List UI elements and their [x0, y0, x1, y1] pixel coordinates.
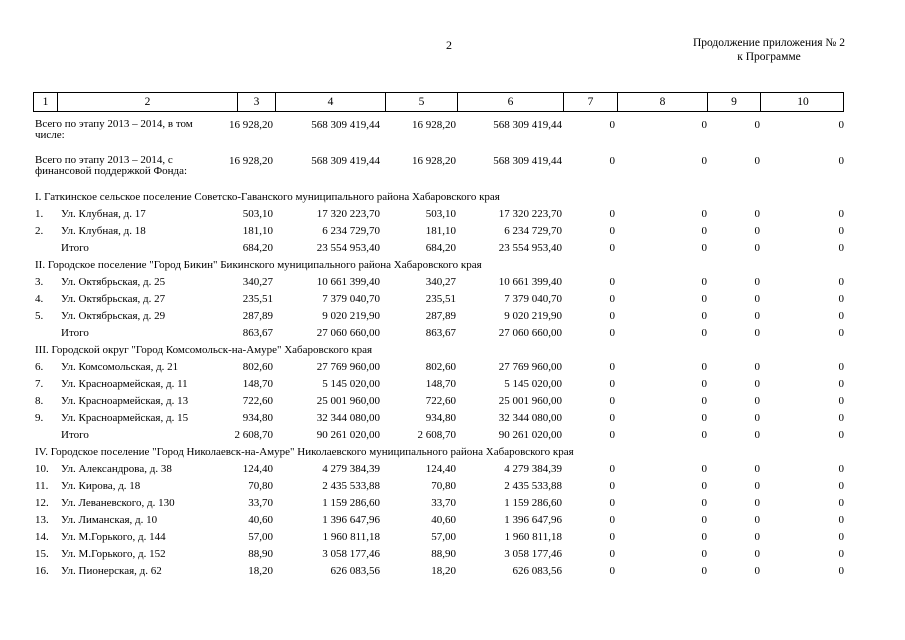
cell-9: 0: [754, 119, 760, 131]
cell-4: 5 145 020,00: [322, 378, 380, 390]
cell-4: 7 379 040,70: [322, 293, 380, 305]
header-cell-6: 6: [458, 93, 564, 111]
cell-3: 863,67: [242, 327, 273, 339]
cell-9: 0: [754, 361, 760, 373]
cell-3: 40,60: [248, 514, 273, 526]
cell-7: 0: [609, 429, 615, 441]
cell-10: 0: [838, 412, 844, 424]
cell-10: 0: [838, 531, 844, 543]
cell-4: 32 344 080,00: [316, 412, 380, 424]
table-row: [33, 359, 844, 376]
address-name: Ул. Октябрьская, д. 25: [61, 276, 166, 288]
cell-9: 0: [754, 225, 760, 237]
table-row: [33, 291, 844, 308]
cell-7: 0: [609, 225, 615, 237]
cell-7: 0: [609, 310, 615, 322]
cell-4: 9 020 219,90: [322, 310, 380, 322]
summary-label: Всего по этапу 2013 – 2014, в том числе:: [35, 118, 193, 141]
cell-5: 863,67: [425, 327, 456, 339]
cell-8: 0: [701, 429, 707, 441]
cell-5: 2 608,70: [417, 429, 456, 441]
cell-4: 27 060 660,00: [316, 327, 380, 339]
cell-7: 0: [609, 208, 615, 220]
appendix-title-line: к Программе: [737, 51, 801, 63]
cell-3: 287,89: [242, 310, 273, 322]
cell-8: 0: [701, 208, 707, 220]
cell-7: 0: [609, 155, 615, 167]
cell-3: 722,60: [242, 395, 273, 407]
cell-8: 0: [701, 514, 707, 526]
cell-9: 0: [754, 208, 760, 220]
table-row: [33, 308, 844, 325]
cell-8: 0: [701, 497, 707, 509]
cell-9: 0: [754, 565, 760, 577]
cell-8: 0: [701, 412, 707, 424]
cell-3: 2 608,70: [234, 429, 273, 441]
cell-5: 235,51: [425, 293, 456, 305]
section-header: [33, 189, 844, 206]
cell-4: 27 769 960,00: [316, 361, 380, 373]
subtotal-row: [33, 427, 844, 444]
row-number: 11.: [35, 480, 49, 492]
address-name: Ул. Красноармейская, д. 15: [61, 412, 189, 424]
cell-9: 0: [754, 155, 760, 167]
cell-6: 90 261 020,00: [498, 429, 562, 441]
cell-10: 0: [838, 276, 844, 288]
cell-3: 684,20: [242, 242, 273, 254]
cell-6: 1 396 647,96: [504, 514, 562, 526]
cell-10: 0: [838, 327, 844, 339]
cell-7: 0: [609, 276, 615, 288]
cell-6: 568 309 419,44: [493, 119, 562, 131]
cell-3: 340,27: [242, 276, 273, 288]
cell-9: 0: [754, 276, 760, 288]
appendix-title: [669, 36, 869, 64]
cell-10: 0: [838, 514, 844, 526]
cell-9: 0: [754, 242, 760, 254]
cell-10: 0: [838, 497, 844, 509]
cell-3: 33,70: [248, 497, 273, 509]
cell-10: 0: [838, 155, 844, 167]
cell-9: 0: [754, 429, 760, 441]
address-name: Ул. Кирова, д. 18: [61, 480, 141, 492]
cell-9: 0: [754, 378, 760, 390]
header-cell-1: 1: [34, 93, 58, 111]
subtotal-row: [33, 240, 844, 257]
cell-4: 25 001 960,00: [316, 395, 380, 407]
row-number: 16.: [35, 565, 49, 577]
cell-10: 0: [838, 293, 844, 305]
cell-7: 0: [609, 480, 615, 492]
cell-7: 0: [609, 565, 615, 577]
cell-4: 17 320 223,70: [316, 208, 380, 220]
table-row: [33, 393, 844, 410]
cell-10: 0: [838, 565, 844, 577]
row-number: 5.: [35, 310, 44, 322]
cell-9: 0: [754, 548, 760, 560]
subtotal-row: [33, 325, 844, 342]
table-row: [33, 529, 844, 546]
address-name: Итого: [61, 429, 89, 441]
cell-6: 9 020 219,90: [504, 310, 562, 322]
cell-7: 0: [609, 361, 615, 373]
section-title: II. Городское поселение "Город Бикин" Бикинского муниципального района Хабаровского края: [35, 259, 482, 271]
cell-10: 0: [838, 378, 844, 390]
cell-9: 0: [754, 480, 760, 492]
cell-5: 934,80: [425, 412, 456, 424]
cell-5: 124,40: [425, 463, 456, 475]
cell-3: 70,80: [248, 480, 273, 492]
summary-label: Всего по этапу 2013 – 2014, с финансовой поддержкой Фонда:: [35, 154, 188, 177]
cell-8: 0: [701, 276, 707, 288]
address-name: Итого: [61, 242, 89, 254]
cell-5: 802,60: [425, 361, 456, 373]
cell-4: 3 058 177,46: [322, 548, 380, 560]
cell-7: 0: [609, 119, 615, 131]
address-name: Ул. Клубная, д. 17: [61, 208, 146, 220]
appendix-title-line: Продолжение приложения № 2: [692, 37, 846, 49]
cell-8: 0: [701, 119, 707, 131]
cell-6: 10 661 399,40: [498, 276, 562, 288]
cell-9: 0: [754, 412, 760, 424]
cell-5: 18,20: [431, 565, 456, 577]
section-header: [33, 444, 844, 461]
address-name: Ул. М.Горького, д. 152: [61, 548, 166, 560]
cell-7: 0: [609, 327, 615, 339]
section-title: III. Городской округ "Город Комсомольск-на-Амуре" Хабаровского края: [35, 344, 373, 356]
cell-9: 0: [754, 310, 760, 322]
cell-9: 0: [754, 514, 760, 526]
cell-10: 0: [838, 480, 844, 492]
cell-10: 0: [838, 225, 844, 237]
cell-7: 0: [609, 412, 615, 424]
cell-6: 17 320 223,70: [498, 208, 562, 220]
cell-8: 0: [701, 155, 707, 167]
cell-6: 626 083,56: [512, 565, 562, 577]
cell-7: 0: [609, 395, 615, 407]
page-number: 2: [446, 38, 452, 52]
table-row: [33, 563, 844, 580]
cell-6: 7 379 040,70: [504, 293, 562, 305]
cell-7: 0: [609, 497, 615, 509]
address-name: Ул. Лиманская, д. 10: [61, 514, 158, 526]
cell-8: 0: [701, 225, 707, 237]
row-number: 13.: [35, 514, 49, 526]
cell-6: 4 279 384,39: [504, 463, 562, 475]
section-header: [33, 257, 844, 274]
cell-7: 0: [609, 514, 615, 526]
table-row: [33, 546, 844, 563]
cell-5: 340,27: [425, 276, 456, 288]
cell-6: 25 001 960,00: [498, 395, 562, 407]
cell-3: 16 928,20: [229, 119, 273, 131]
cell-8: 0: [701, 361, 707, 373]
cell-10: 0: [838, 429, 844, 441]
row-number: 15.: [35, 548, 49, 560]
cell-6: 3 058 177,46: [504, 548, 562, 560]
cell-5: 503,10: [425, 208, 456, 220]
header-cell-5: 5: [386, 93, 458, 111]
cell-8: 0: [701, 531, 707, 543]
header-cell-10: 10: [797, 96, 809, 108]
cell-6: 2 435 533,88: [504, 480, 562, 492]
cell-6: 32 344 080,00: [498, 412, 562, 424]
table-row: [33, 376, 844, 393]
row-number: 3.: [35, 276, 44, 288]
cell-8: 0: [701, 310, 707, 322]
row-number: 4.: [35, 293, 44, 305]
row-number: 8.: [35, 395, 44, 407]
cell-7: 0: [609, 242, 615, 254]
row-number: 12.: [35, 497, 49, 509]
row-number: 10.: [35, 463, 49, 475]
cell-10: 0: [838, 361, 844, 373]
cell-10: 0: [838, 208, 844, 220]
cell-8: 0: [701, 548, 707, 560]
header-cell-9: 9: [708, 93, 761, 111]
cell-4: 90 261 020,00: [316, 429, 380, 441]
address-name: Ул. Красноармейская, д. 11: [61, 378, 188, 390]
cell-5: 722,60: [425, 395, 456, 407]
cell-5: 16 928,20: [412, 119, 456, 131]
cell-5: 181,10: [425, 225, 456, 237]
cell-9: 0: [754, 327, 760, 339]
cell-8: 0: [701, 480, 707, 492]
cell-10: 0: [838, 242, 844, 254]
cell-9: 0: [754, 497, 760, 509]
cell-5: 33,70: [431, 497, 456, 509]
cell-7: 0: [609, 531, 615, 543]
cell-3: 57,00: [248, 531, 273, 543]
cell-5: 287,89: [425, 310, 456, 322]
section-title: IV. Городское поселение "Город Николаевск-на-Амуре" Николаевского муниципального района Хабаровского края: [35, 446, 574, 458]
address-name: Ул. Пионерская, д. 62: [61, 565, 162, 577]
address-name: Ул. Леваневского, д. 130: [61, 497, 175, 509]
cell-5: 684,20: [425, 242, 456, 254]
table-row: [33, 461, 844, 478]
header-cell-3: 3: [238, 93, 276, 111]
cell-6: 27 060 660,00: [498, 327, 562, 339]
address-name: Ул. Комсомольская, д. 21: [61, 361, 179, 373]
cell-9: 0: [754, 293, 760, 305]
cell-6: 568 309 419,44: [493, 155, 562, 167]
header-cell-7: 7: [564, 93, 618, 111]
cell-10: 0: [838, 548, 844, 560]
cell-3: 934,80: [242, 412, 273, 424]
row-number: 7.: [35, 378, 44, 390]
cell-5: 16 928,20: [412, 155, 456, 167]
header-cell-4: 4: [276, 93, 386, 111]
cell-4: 6 234 729,70: [322, 225, 380, 237]
row-number: 2.: [35, 225, 44, 237]
cell-6: 5 145 020,00: [504, 378, 562, 390]
cell-8: 0: [701, 327, 707, 339]
address-name: Ул. Александрова, д. 38: [61, 463, 172, 475]
address-name: Ул. Октябрьская, д. 29: [61, 310, 166, 322]
cell-4: 568 309 419,44: [311, 155, 380, 167]
cell-4: 1 396 647,96: [322, 514, 380, 526]
header-cell-2: 2: [58, 93, 238, 111]
cell-10: 0: [838, 463, 844, 475]
cell-8: 0: [701, 242, 707, 254]
section-title: I. Гаткинское сельское поселение Советско-Гаванского муниципального района Хабаровского края: [35, 191, 500, 203]
summary-row: [33, 117, 844, 153]
table-row: [33, 274, 844, 291]
cell-4: 2 435 533,88: [322, 480, 380, 492]
cell-3: 124,40: [242, 463, 273, 475]
table-row: [33, 478, 844, 495]
row-number: 9.: [35, 412, 44, 424]
address-name: Ул. Октябрьская, д. 27: [61, 293, 166, 305]
cell-6: 6 234 729,70: [504, 225, 562, 237]
cell-10: 0: [838, 119, 844, 131]
table-row: [33, 512, 844, 529]
table-header-row: [33, 92, 844, 112]
cell-3: 503,10: [242, 208, 273, 220]
table-row: [33, 495, 844, 512]
cell-9: 0: [754, 395, 760, 407]
cell-3: 235,51: [242, 293, 273, 305]
row-number: 14.: [35, 531, 49, 543]
cell-8: 0: [701, 565, 707, 577]
address-name: Ул. Красноармейская, д. 13: [61, 395, 189, 407]
cell-7: 0: [609, 378, 615, 390]
cell-3: 88,90: [248, 548, 273, 560]
table-row: [33, 410, 844, 427]
cell-4: 626 083,56: [330, 565, 380, 577]
cell-10: 0: [838, 310, 844, 322]
cell-3: 16 928,20: [229, 155, 273, 167]
cell-6: 27 769 960,00: [498, 361, 562, 373]
cell-5: 40,60: [431, 514, 456, 526]
cell-3: 148,70: [242, 378, 273, 390]
section-header: [33, 342, 844, 359]
header-cell-8: 8: [618, 93, 708, 111]
table-row: [33, 206, 844, 223]
cell-5: 88,90: [431, 548, 456, 560]
cell-4: 4 279 384,39: [322, 463, 380, 475]
cell-6: 1 159 286,60: [504, 497, 562, 509]
row-number: 1.: [35, 208, 44, 220]
cell-6: 1 960 811,18: [504, 531, 562, 543]
summary-row: [33, 153, 844, 189]
cell-5: 70,80: [431, 480, 456, 492]
cell-8: 0: [701, 293, 707, 305]
cell-4: 1 960 811,18: [322, 531, 380, 543]
cell-5: 148,70: [425, 378, 456, 390]
cell-3: 802,60: [242, 361, 273, 373]
cell-10: 0: [838, 395, 844, 407]
cell-9: 0: [754, 531, 760, 543]
cell-8: 0: [701, 395, 707, 407]
cell-3: 181,10: [242, 225, 273, 237]
address-name: Ул. М.Горького, д. 144: [61, 531, 166, 543]
cell-3: 18,20: [248, 565, 273, 577]
cell-6: 23 554 953,40: [498, 242, 562, 254]
address-name: Итого: [61, 327, 89, 339]
cell-4: 23 554 953,40: [316, 242, 380, 254]
cell-8: 0: [701, 378, 707, 390]
table-row: [33, 223, 844, 240]
cell-7: 0: [609, 548, 615, 560]
cell-7: 0: [609, 293, 615, 305]
cell-8: 0: [701, 463, 707, 475]
cell-7: 0: [609, 463, 615, 475]
address-name: Ул. Клубная, д. 18: [61, 225, 146, 237]
cell-4: 568 309 419,44: [311, 119, 380, 131]
table-body: [33, 117, 844, 580]
cell-4: 1 159 286,60: [322, 497, 380, 509]
cell-4: 10 661 399,40: [316, 276, 380, 288]
row-number: 6.: [35, 361, 44, 373]
cell-5: 57,00: [431, 531, 456, 543]
cell-9: 0: [754, 463, 760, 475]
